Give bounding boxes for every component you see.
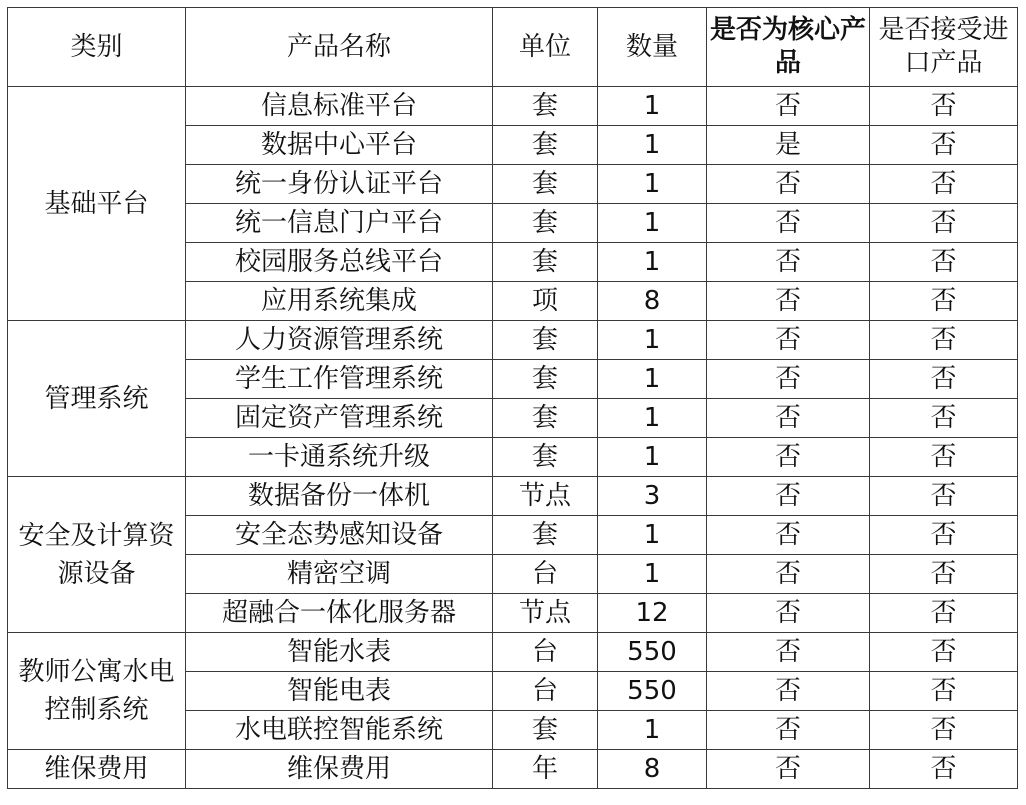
unit-cell: 套 <box>493 321 598 360</box>
is-core-cell: 否 <box>707 87 870 126</box>
product-name-cell: 统一信息门户平台 <box>186 204 493 243</box>
quantity-cell: 550 <box>598 672 707 711</box>
product-name-cell: 智能电表 <box>186 672 493 711</box>
accepts-imported-cell: 否 <box>870 516 1018 555</box>
product-name-cell: 校园服务总线平台 <box>186 243 493 282</box>
accepts-imported-cell: 否 <box>870 477 1018 516</box>
accepts-imported-cell: 否 <box>870 126 1018 165</box>
is-core-cell: 否 <box>707 555 870 594</box>
header-accepts-imported: 是否接受进口产品 <box>870 8 1018 87</box>
is-core-cell: 否 <box>707 438 870 477</box>
product-name-cell: 数据中心平台 <box>186 126 493 165</box>
quantity-cell: 8 <box>598 750 707 789</box>
product-table <box>7 7 1018 789</box>
unit-cell: 套 <box>493 438 598 477</box>
unit-cell: 台 <box>493 555 598 594</box>
quantity-cell: 1 <box>598 243 707 282</box>
product-name-cell: 固定资产管理系统 <box>186 399 493 438</box>
accepts-imported-cell: 否 <box>870 633 1018 672</box>
unit-cell: 套 <box>493 516 598 555</box>
accepts-imported-cell: 否 <box>870 204 1018 243</box>
is-core-cell: 否 <box>707 516 870 555</box>
category-cell: 基础平台 <box>8 87 186 321</box>
product-name-cell: 一卡通系统升级 <box>186 438 493 477</box>
quantity-cell: 1 <box>598 555 707 594</box>
accepts-imported-cell: 否 <box>870 711 1018 750</box>
unit-cell: 套 <box>493 360 598 399</box>
is-core-cell: 否 <box>707 321 870 360</box>
product-name-cell: 精密空调 <box>186 555 493 594</box>
table-row <box>8 633 1018 672</box>
accepts-imported-cell: 否 <box>870 399 1018 438</box>
quantity-cell: 1 <box>598 321 707 360</box>
quantity-cell: 1 <box>598 711 707 750</box>
category-cell: 维保费用 <box>8 750 186 789</box>
accepts-imported-cell: 否 <box>870 243 1018 282</box>
table-row <box>8 477 1018 516</box>
quantity-cell: 1 <box>598 360 707 399</box>
is-core-cell: 否 <box>707 672 870 711</box>
unit-cell: 节点 <box>493 594 598 633</box>
is-core-cell: 否 <box>707 282 870 321</box>
table-body <box>8 87 1018 789</box>
product-name-cell: 应用系统集成 <box>186 282 493 321</box>
unit-cell: 套 <box>493 165 598 204</box>
product-name-cell: 统一身份认证平台 <box>186 165 493 204</box>
product-name-cell: 水电联控智能系统 <box>186 711 493 750</box>
product-name-cell: 安全态势感知设备 <box>186 516 493 555</box>
accepts-imported-cell: 否 <box>870 321 1018 360</box>
accepts-imported-cell: 否 <box>870 282 1018 321</box>
accepts-imported-cell: 否 <box>870 594 1018 633</box>
unit-cell: 套 <box>493 126 598 165</box>
accepts-imported-cell: 否 <box>870 438 1018 477</box>
table-header <box>8 8 1018 87</box>
unit-cell: 套 <box>493 87 598 126</box>
is-core-cell: 否 <box>707 165 870 204</box>
is-core-cell: 否 <box>707 477 870 516</box>
quantity-cell: 1 <box>598 204 707 243</box>
accepts-imported-cell: 否 <box>870 555 1018 594</box>
category-cell: 教师公寓水电控制系统 <box>8 633 186 750</box>
unit-cell: 年 <box>493 750 598 789</box>
table-row <box>8 750 1018 789</box>
product-name-cell: 智能水表 <box>186 633 493 672</box>
unit-cell: 台 <box>493 633 598 672</box>
accepts-imported-cell: 否 <box>870 360 1018 399</box>
product-name-cell: 人力资源管理系统 <box>186 321 493 360</box>
quantity-cell: 1 <box>598 87 707 126</box>
quantity-cell: 1 <box>598 126 707 165</box>
is-core-cell: 否 <box>707 204 870 243</box>
accepts-imported-cell: 否 <box>870 165 1018 204</box>
quantity-cell: 3 <box>598 477 707 516</box>
is-core-cell: 是 <box>707 126 870 165</box>
quantity-cell: 1 <box>598 165 707 204</box>
unit-cell: 套 <box>493 204 598 243</box>
quantity-cell: 1 <box>598 399 707 438</box>
header-is-core-product: 是否为核心产品 <box>707 8 870 87</box>
is-core-cell: 否 <box>707 633 870 672</box>
unit-cell: 套 <box>493 399 598 438</box>
quantity-cell: 1 <box>598 438 707 477</box>
quantity-cell: 8 <box>598 282 707 321</box>
header-row <box>8 8 1018 87</box>
product-name-cell: 维保费用 <box>186 750 493 789</box>
category-cell: 管理系统 <box>8 321 186 477</box>
header-category: 类别 <box>8 8 186 87</box>
product-name-cell: 超融合一体化服务器 <box>186 594 493 633</box>
is-core-cell: 否 <box>707 711 870 750</box>
accepts-imported-cell: 否 <box>870 87 1018 126</box>
is-core-cell: 否 <box>707 243 870 282</box>
unit-cell: 项 <box>493 282 598 321</box>
category-cell: 安全及计算资源设备 <box>8 477 186 633</box>
header-quantity: 数量 <box>598 8 707 87</box>
unit-cell: 套 <box>493 711 598 750</box>
product-name-cell: 学生工作管理系统 <box>186 360 493 399</box>
quantity-cell: 1 <box>598 516 707 555</box>
product-name-cell: 信息标准平台 <box>186 87 493 126</box>
accepts-imported-cell: 否 <box>870 750 1018 789</box>
is-core-cell: 否 <box>707 594 870 633</box>
table-row <box>8 87 1018 126</box>
quantity-cell: 550 <box>598 633 707 672</box>
unit-cell: 套 <box>493 243 598 282</box>
unit-cell: 节点 <box>493 477 598 516</box>
accepts-imported-cell: 否 <box>870 672 1018 711</box>
is-core-cell: 否 <box>707 360 870 399</box>
header-product-name: 产品名称 <box>186 8 493 87</box>
unit-cell: 台 <box>493 672 598 711</box>
product-name-cell: 数据备份一体机 <box>186 477 493 516</box>
is-core-cell: 否 <box>707 399 870 438</box>
quantity-cell: 12 <box>598 594 707 633</box>
is-core-cell: 否 <box>707 750 870 789</box>
header-unit: 单位 <box>493 8 598 87</box>
product-table-container <box>7 7 1018 789</box>
table-row <box>8 321 1018 360</box>
